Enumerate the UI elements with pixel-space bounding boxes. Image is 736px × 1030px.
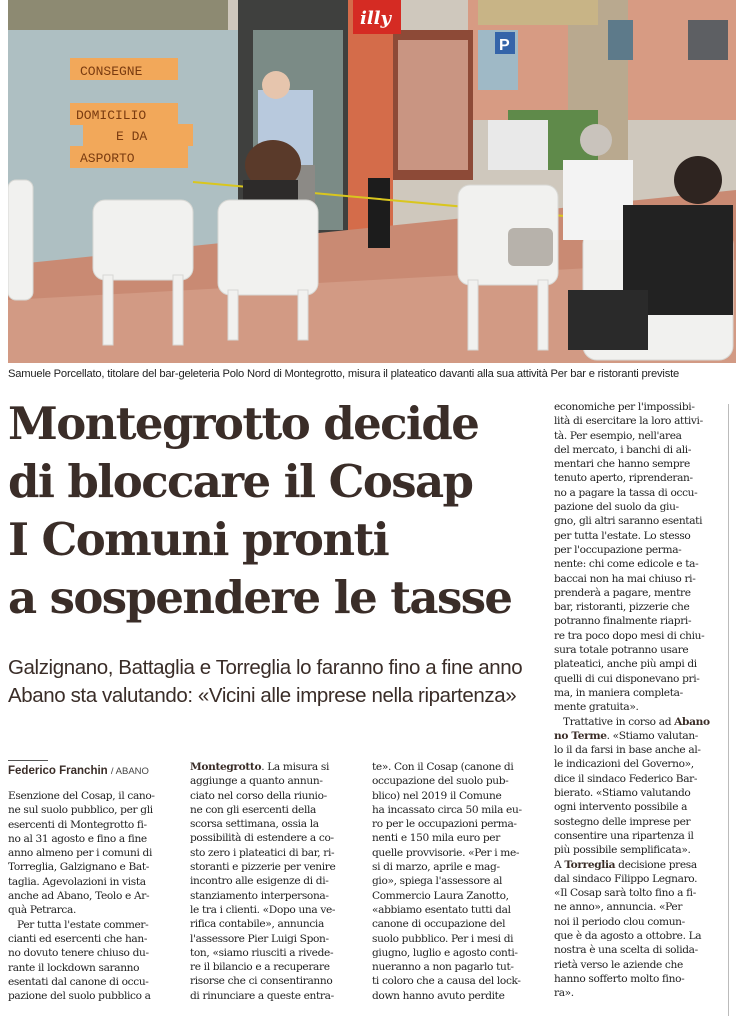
body-text: A: [554, 858, 565, 871]
body-line: suolo pubblico. Per i mesi di: [372, 932, 514, 945]
body-line: prenderà a pagare, mentre: [554, 586, 691, 599]
body-line: storanti e pizzerie per venire: [190, 861, 336, 874]
body-line: baccai non ha mai chiuso ri-: [554, 572, 696, 585]
body-line: ne anno», annuncia. «Per: [554, 901, 683, 914]
body-line: si di marzo, aprile e mag-: [372, 861, 500, 874]
body-line: ton, «siamo riusciti a rivede-: [190, 946, 334, 959]
body-line: ciato nel corso della riunio-: [190, 789, 327, 802]
body-line: anche ad Abano, Teolo e Ar-: [8, 890, 150, 903]
place-name: Montegrotto: [190, 761, 262, 773]
body-line: economiche per l'impossibi-: [554, 401, 695, 413]
body-text: Trattative in corso ad: [554, 715, 675, 728]
body-line: del mercato, i banchi di ali-: [554, 443, 692, 456]
body-line: que è da agosto a ottobre. La: [554, 929, 702, 942]
body-line: bar, ristoranti, pizzerie che: [554, 601, 690, 614]
body-line: incontro alle esigenze di di-: [190, 875, 329, 888]
body-line: nenti e 150 mila euro per: [372, 832, 500, 845]
body-line: scorsa settimana, ossia la: [190, 818, 319, 831]
body-line: ne con gli esercenti della: [190, 803, 317, 816]
sign-line-2: DOMICILIO: [76, 108, 147, 123]
parking-sign: P: [499, 37, 510, 54]
body-line: esercenti di Montegrotto fi-: [8, 818, 147, 831]
body-line: bierato. «Stiamo valutando: [554, 787, 691, 800]
body-line: rante il lockdown saranno: [8, 961, 140, 974]
body-line: occupazione del suolo pub-: [372, 775, 509, 788]
body-line: giugno, luglio e agosto conti-: [372, 946, 518, 959]
subhead-line: Abano sta valutando: «Vicini alle imprese nella ripartenza»: [8, 684, 517, 707]
body-line: Commercio Laura Zanotto,: [372, 889, 509, 902]
subhead-line: Galzignano, Battaglia e Torreglia lo faranno fino a fine anno: [8, 656, 523, 679]
body-line: no dovuto tenere chiuso du-: [8, 947, 149, 960]
body-line: re il bilancio e a recuperare: [190, 961, 330, 974]
body-line: anno almeno per i comuni di: [8, 847, 153, 860]
body-line: dice il sindaco Federico Bar-: [554, 772, 698, 785]
body-line: Torreglia, Galzignano e Bat-: [8, 861, 150, 874]
body-line: no al 31 agosto e fino a fine: [8, 832, 147, 845]
body-line: possibilità di estendere a co-: [190, 832, 334, 845]
photo-illustration: [8, 0, 736, 363]
body-line: quelli di cui disponevano pri-: [554, 672, 700, 685]
body-line: più possibile semplificata».: [554, 844, 691, 857]
illy-sign: illy: [360, 8, 391, 29]
body-line: gno, gli altri saranno esentati: [554, 515, 703, 528]
body-line: per l'occupazione perma-: [554, 543, 682, 556]
headline-line: a sospendere le tasse: [8, 571, 512, 624]
body-line: taglia. Agevolazioni in vista: [8, 875, 146, 888]
body-line: down hanno avuto perdite: [372, 989, 505, 1002]
body-line: nueranno a non pagarlo tut-: [372, 961, 514, 974]
body-line: canone di occupazione del: [372, 918, 506, 931]
body-line: te». Con il Cosap (canone di: [372, 761, 514, 773]
body-line: pazione del suolo pubblico a: [8, 990, 151, 1003]
byline-rule: [8, 760, 48, 761]
body-line: «Il Cosap sarà tolto fino a fi-: [554, 887, 696, 900]
body-line: rifica contabile», annuncia: [190, 918, 324, 931]
body-line: plateatici, anche più ampi di: [554, 658, 697, 671]
body-line: per tutta l'estate. Lo stesso: [554, 529, 691, 542]
body-line: rietà verso le aziende che: [554, 958, 683, 971]
body-line: lo il da farsi in base anche al-: [554, 744, 701, 757]
body-line: nostra è una scelta di solida-: [554, 944, 698, 957]
body-line: nente: chi come edicole e ta-: [554, 558, 699, 571]
news-photo: [8, 0, 736, 363]
body-line: le tra i clienti. «Dopo una ve-: [190, 903, 336, 916]
body-line: ti coloro che a causa del lock-: [372, 975, 521, 988]
body-line: ha incassato circa 50 mila eu-: [372, 803, 522, 816]
body-line: pazione del suolo da giu-: [554, 501, 679, 514]
body-line: cianti ed esercenti che han-: [8, 932, 148, 945]
body-line: l'assessore Pier Luigi Spon-: [190, 932, 329, 945]
body-line: ra».: [554, 987, 574, 1000]
body-line: quà Petrarca.: [8, 904, 76, 917]
body-line: blico) nel 2019 il Comune: [372, 789, 502, 802]
body-line: consentire una ripartenza il: [554, 829, 694, 842]
byline: [8, 765, 149, 777]
body-line: noi il periodo clou comun-: [554, 915, 685, 928]
body-line: mente gratuita».: [554, 701, 639, 714]
body-text: . La misura si: [261, 761, 330, 773]
body-line: aggiunge a quanto annun-: [190, 775, 323, 788]
article-column-3: [372, 760, 544, 1003]
article-column-2: [190, 760, 362, 1003]
body-line: lità di esercitare la loro attivi-: [554, 415, 703, 428]
headline: [8, 395, 548, 627]
body-line: quelle provvisorie. «Per i me-: [372, 846, 520, 859]
body-text: decisione presa: [615, 858, 697, 871]
body-line: ogni intervento possibile a: [554, 801, 688, 814]
article-column-4: [554, 400, 726, 1000]
body-line: ne sul suolo pubblico, per gli: [8, 804, 153, 817]
headline-line: I Comuni pronti: [8, 513, 389, 566]
headline-line: di bloccare il Cosap: [8, 455, 473, 508]
sign-line-1: CONSEGNE: [80, 64, 143, 79]
body-line: ro per le occupazioni perma-: [372, 818, 517, 831]
column-rule: [728, 404, 729, 1016]
body-line: no a pagare la tassa di occu-: [554, 486, 698, 499]
body-line: Per tutta l'estate commer-: [8, 918, 149, 931]
place-name: no Terme: [554, 729, 607, 742]
body-line: ma, in maniera completa-: [554, 686, 683, 699]
body-line: [554, 729, 726, 743]
body-line: risorse che ci consentiranno: [190, 975, 333, 988]
body-line: hanno sofferto molto fino-: [554, 972, 685, 985]
place-name: Abano: [674, 715, 710, 728]
body-line: gio», spiega l'assessore al: [372, 875, 503, 888]
body-line: re tra poco dopo mesi di chiu-: [554, 629, 705, 642]
body-line: dal sindaco Filippo Legnaro.: [554, 872, 698, 885]
body-line: [554, 715, 726, 729]
byline-author: Federico Franchin: [8, 765, 108, 777]
body-line: esentati dal canone di occu-: [8, 975, 149, 988]
body-line: le indicazioni del Governo»,: [554, 758, 694, 771]
body-line: Esenzione del Cosap, il cano-: [8, 790, 155, 802]
photo-caption: Samuele Porcellato, titolare del bar-geleteria Polo Nord di Montegrotto, misura il plateatico davanti alla sua attività Per bar e ristoranti previste: [8, 368, 680, 380]
headline-line: Montegrotto decide: [8, 397, 479, 450]
sign-line-3: E DA: [116, 129, 148, 144]
body-line: mentari che hanno sempre: [554, 458, 690, 471]
body-line: sura totale potranno usare: [554, 644, 689, 657]
body-line: tà. Per esempio, nell'area: [554, 429, 682, 442]
sign-line-4: ASPORTO: [80, 151, 135, 166]
body-line: stanziamento interpersona-: [190, 889, 329, 902]
body-line: [554, 858, 726, 872]
body-line: «abbiamo esentato tutti dal: [372, 903, 511, 916]
body-line: di rinunciare a queste entra-: [190, 989, 334, 1002]
body-line: potranno finalmente riapri-: [554, 615, 692, 628]
article-column-1: [8, 789, 180, 1003]
place-name: Torreglia: [564, 858, 616, 871]
body-text: . «Stiamo valutan-: [606, 729, 699, 742]
body-line: [190, 760, 362, 774]
byline-place: / ABANO: [110, 766, 149, 777]
body-line: sto zero i plateatici di bar, ri-: [190, 846, 335, 859]
subheadline: [8, 654, 548, 710]
body-line: sostegno delle imprese per: [554, 815, 691, 828]
body-line: tenuto aperto, riprenderan-: [554, 472, 693, 485]
